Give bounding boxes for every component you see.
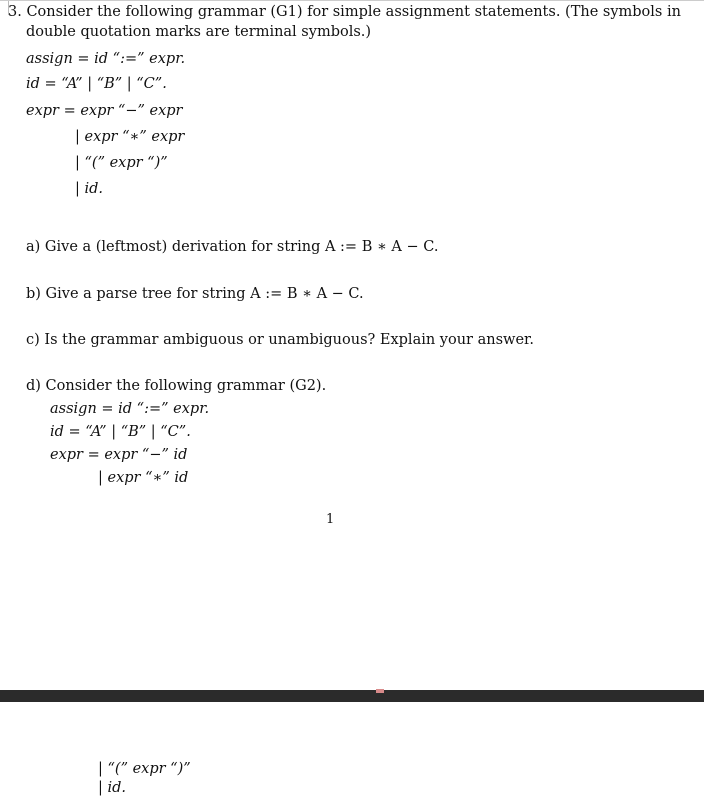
part-b: b) Give a parse tree for string A := B ∗ A − C. (26, 286, 364, 302)
g1-assign-rule: assign = id “:=” expr. (26, 51, 186, 67)
g2-expr-rule-2: | expr “∗” id (98, 470, 189, 486)
part-a: a) Give a (leftmost) derivation for string A := B ∗ A − C. (26, 239, 439, 255)
g1-id-rule: id = “A” | “B” | “C”. (26, 76, 167, 92)
part-c: c) Is the grammar ambiguous or unambiguous? Explain your answer. (26, 332, 534, 348)
page-divider-marker (376, 689, 384, 693)
page-divider (0, 690, 704, 702)
g2-assign-rule: assign = id “:=” expr. (50, 401, 210, 417)
intro-line-1: 3. Consider the following grammar (G1) for simple assignment statements. (The symbols in (8, 4, 681, 20)
page-number: 1 (326, 512, 335, 527)
document-page-2 (0, 702, 704, 797)
g2-id-rule: id = “A” | “B” | “C”. (50, 424, 191, 440)
g2-expr-rule-4: | id. (98, 780, 127, 796)
g1-expr-rule-1: expr = expr “−” expr (26, 103, 183, 119)
g2-expr-rule-3: | “(” expr “)” (98, 761, 191, 777)
g1-expr-rule-2: | expr “∗” expr (75, 129, 185, 145)
g1-expr-rule-3: | “(” expr “)” (75, 155, 168, 171)
g1-expr-rule-4: | id. (75, 181, 104, 197)
intro-line-2: double quotation marks are terminal symbols.) (26, 24, 372, 40)
g2-expr-rule-1: expr = expr “−” id (50, 447, 188, 463)
part-d: d) Consider the following grammar (G2). (26, 378, 327, 394)
